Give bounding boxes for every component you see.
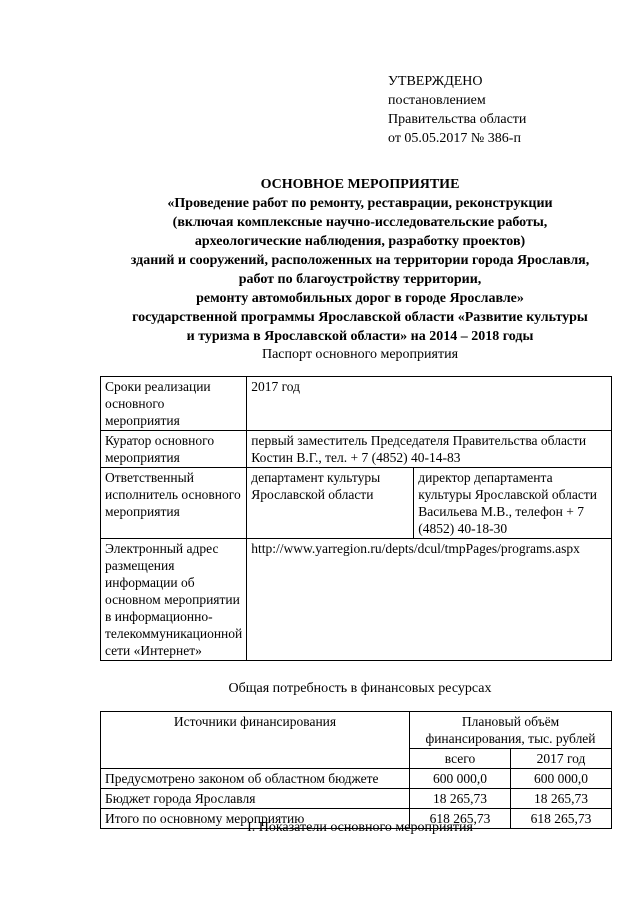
passport-label: Ответственный исполнитель основного мероприятия — [101, 468, 247, 539]
finance-year: 18 265,73 — [511, 789, 612, 809]
passport-value: первый заместитель Председателя Правительства области Костин В.Г., тел. + 7 (4852) 40-14-83 — [247, 431, 612, 468]
approval-line: постановлением — [388, 93, 486, 108]
title-line: ОСНОВНОЕ МЕРОПРИЯТИЕ — [260, 177, 460, 192]
column-header-year: 2017 год — [511, 749, 612, 769]
column-header-total: всего — [410, 749, 511, 769]
finance-heading: Общая потребность в финансовых ресурсах — [228, 681, 492, 696]
passport-label: Куратор основного мероприятия — [101, 431, 247, 468]
passport-value: департамент культуры Ярославской области — [247, 468, 414, 539]
finance-source: Бюджет города Ярославля — [101, 789, 410, 809]
passport-table — [100, 376, 612, 661]
table-row — [101, 769, 612, 789]
table-header-row — [101, 712, 612, 749]
finance-year: 600 000,0 — [511, 769, 612, 789]
table-row — [101, 468, 612, 539]
passport-value: 2017 год — [247, 377, 612, 431]
column-header-source: Источники финансирования — [101, 712, 410, 769]
passport-label: Сроки реализации основного мероприятия — [101, 377, 247, 431]
finance-source: Предусмотрено законом об областном бюджете — [101, 769, 410, 789]
finance-total: 600 000,0 — [410, 769, 511, 789]
passport-value-contact: директор департамента культуры Ярославской области Васильева М.В., телефон + 7 (4852) 40-18-30 — [414, 468, 612, 539]
finance-total: 618 265,73 — [410, 809, 511, 829]
title-line: археологические наблюдения, разработку проектов) — [194, 234, 526, 249]
approval-date-number: от 05.05.2017 № 386-п — [388, 131, 521, 146]
title-line: работ по благоустройству территории, — [238, 272, 482, 287]
table-row — [101, 377, 612, 431]
finance-total: 18 265,73 — [410, 789, 511, 809]
finance-table — [100, 711, 612, 829]
table-row — [101, 789, 612, 809]
approval-title: УТВЕРЖДЕНО — [388, 74, 483, 89]
document-title — [100, 175, 620, 346]
title-line: ремонту автомобильных дорог в городе Ярославле» — [196, 291, 524, 306]
title-line: (включая комплексные научно-исследовательские работы, — [172, 215, 548, 230]
title-line: «Проведение работ по ремонту, реставрации, реконструкции — [167, 196, 553, 211]
title-line: государственной программы Ярославской области «Развитие культуры — [132, 310, 588, 325]
title-line: зданий и сооружений, расположенных на территории города Ярославля, — [130, 253, 590, 268]
table-row — [101, 539, 612, 661]
finance-source: Итого по основному мероприятию — [101, 809, 410, 829]
title-line: и туризма в Ярославской области» на 2014 – 2018 годы — [186, 329, 534, 344]
column-header-planned: Плановый объём финансирования, тыс. рублей — [410, 712, 612, 749]
section-heading: I. Показатели основного мероприятия — [247, 820, 473, 835]
finance-year: 618 265,73 — [511, 809, 612, 829]
passport-heading: Паспорт основного мероприятия — [261, 347, 459, 362]
table-row — [101, 431, 612, 468]
passport-url: http://www.yarregion.ru/depts/dcul/tmpPages/programs.aspx — [247, 539, 612, 661]
approval-stamp — [388, 72, 526, 148]
passport-label: Электронный адрес размещения информации об основном мероприятии в информационно-телекоммуникационной сети «Интернет» — [101, 539, 247, 661]
approval-line: Правительства области — [388, 112, 527, 127]
